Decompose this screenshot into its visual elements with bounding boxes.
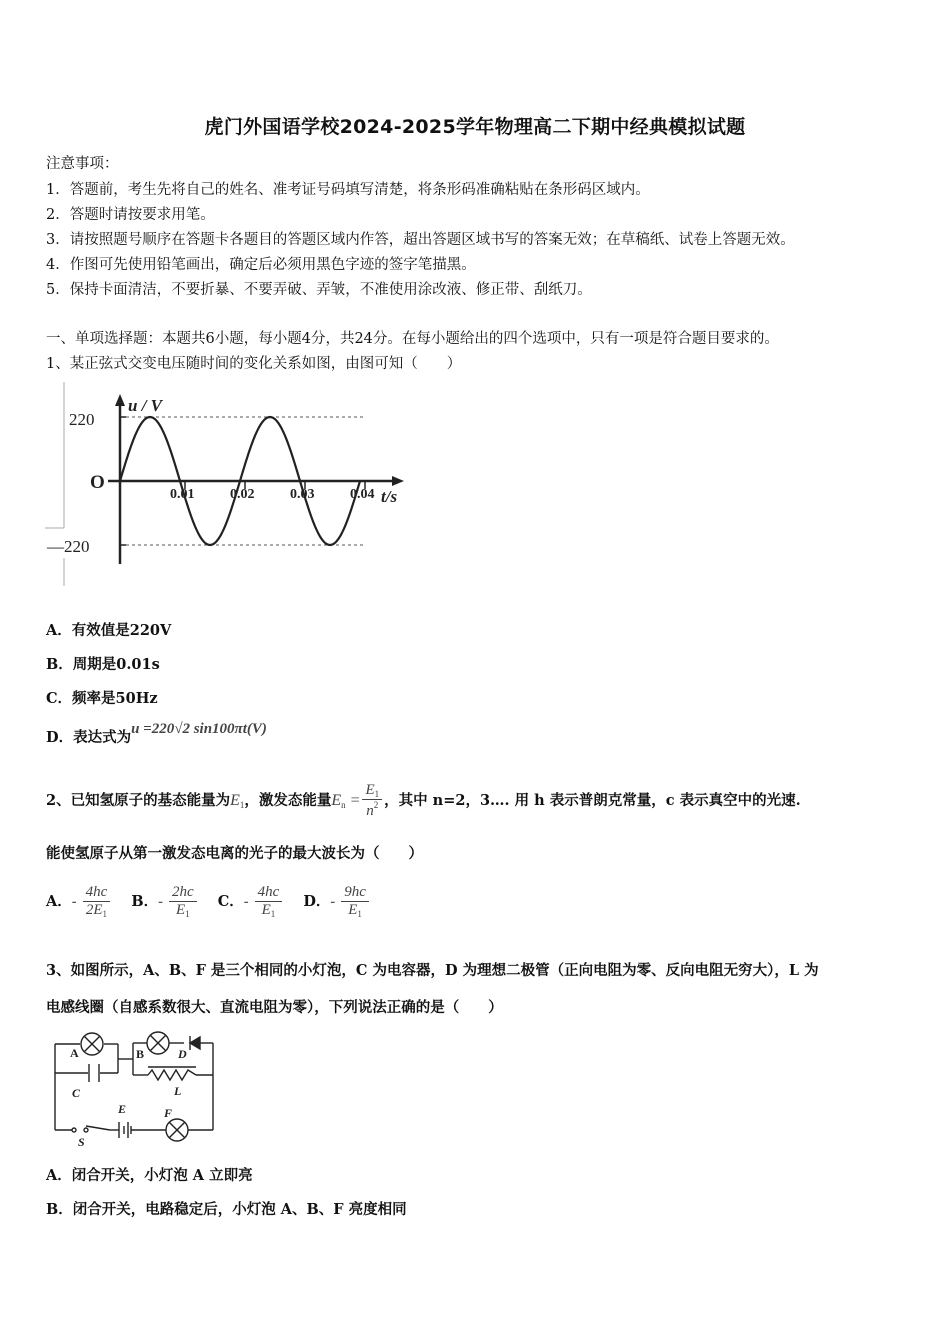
notice-item: 1．答题前，考生先将自己的姓名、准考证号码填写清楚，将条形码准确粘贴在条形码区域内。	[46, 182, 650, 198]
q1-option-c: C．频率是50Hz	[46, 690, 158, 707]
circuit-label: D	[178, 1047, 187, 1061]
q2-stem-text: ，其中 n=2，3…. 用 h 表示普朗克常量，c 表示真空中的光速.	[384, 792, 801, 809]
x-tick-label: 0.03	[290, 487, 315, 502]
x-tick-label: 0.04	[350, 487, 375, 502]
y-max-label: 220	[69, 410, 95, 429]
circuit-label: A	[70, 1046, 79, 1060]
q1-option-d-formula: u =220√2 sin100πt(V)	[131, 721, 267, 737]
q2-options	[46, 884, 371, 919]
circuit-label: L	[174, 1084, 182, 1098]
section-heading: 一、单项选择题：本题共6小题，每小题4分，共24分。在每小题给出的四个选项中，只有一项是符合题目要求的。	[46, 331, 779, 347]
voltage-time-graph	[40, 378, 420, 590]
question-1-stem: 1、某正弦式交变电压随时间的变化关系如图，由图可知（ ）	[46, 356, 462, 372]
circuit-label: B	[136, 1047, 145, 1061]
ground-energy-symbol: E	[230, 792, 240, 809]
x-axis-label: t/s	[381, 487, 398, 506]
x-tick-label: 0.01	[170, 487, 195, 502]
question-2-stem: 2、已知氢原子的基态能量为$E_1$，激发态能量$E_n$ = $\frac{E_1}{n^2}$ ，其中 n=2，3…. 用 h 表示普朗克常量，c 表示真空中的光速.	[46, 782, 801, 819]
notice-item: 2．答题时请按要求用笔。	[46, 207, 215, 223]
question-2-stem-line2: 能使氢原子从第一激发态电离的光子的最大波长为（ ）	[46, 845, 423, 862]
q2-stem-text: ，激发态能量	[244, 792, 332, 809]
y-axis-label: u / V	[128, 396, 163, 415]
q1-option-b: B．周期是0.01s	[46, 656, 160, 673]
notice-item: 5．保持卡面清洁，不要折暴、不要弄破、弄皱，不准使用涂改液、修正带、刮纸刀。	[46, 282, 592, 298]
q1-option-d	[46, 721, 267, 747]
q3-option-b: B．闭合开关，电路稳定后，小灯泡 A、B、F 亮度相同	[46, 1201, 407, 1218]
q2-option-d: D．- $\frac{9hc}{E_1}$	[303, 893, 371, 910]
q2-option-a: A．- $\frac{4hc}{2E_1}$	[46, 893, 112, 910]
q2-option-b: B．- $\frac{2hc}{E_1}$	[131, 893, 198, 910]
notice-item: 4．作图可先使用铅笔画出，确定后必须用黑色字迹的签字笔描黑。	[46, 257, 476, 273]
exam-title: 虎门外国语学校2024-2025学年物理高二下期中经典模拟试题	[204, 116, 746, 138]
q1-option-a: A．有效值是220V	[46, 622, 172, 639]
q3-option-a: A．闭合开关，小灯泡 A 立即亮	[46, 1167, 253, 1184]
q2-option-c: C．- $\frac{4hc}{E_1}$	[218, 893, 285, 910]
notice-heading: 注意事项：	[46, 156, 119, 172]
circuit-label: E	[118, 1102, 127, 1116]
energy-fraction: $\frac{E_1}{n^2}$	[362, 782, 382, 820]
question-3-stem: 3、如图所示，A、B、F 是三个相同的小灯泡，C 为电容器，D 为理想二极管（正向电阻为零、反向电阻无穷大），L 为	[46, 962, 819, 979]
circuit-label: C	[72, 1086, 81, 1100]
excited-energy-symbol: E	[331, 792, 342, 809]
circuit-diagram	[50, 1027, 226, 1147]
q1-option-d-label: D．表达式为	[46, 729, 132, 746]
circuit-label: S	[78, 1135, 85, 1147]
question-3-stem-line2: 电感线圈（自感系数很大、直流电阻为零），下列说法正确的是（ ）	[46, 999, 503, 1016]
circuit-label: F	[164, 1106, 173, 1120]
origin-label: O	[90, 472, 105, 493]
x-tick-label: 0.02	[230, 487, 255, 502]
q2-stem-text: 2、已知氢原子的基态能量为	[46, 792, 231, 809]
y-min-label: —220	[47, 537, 90, 556]
notice-item: 3．请按照题号顺序在答题卡各题目的答题区域内作答，超出答题区域书写的答案无效；在草稿纸、试卷上答题无效。	[46, 232, 795, 248]
